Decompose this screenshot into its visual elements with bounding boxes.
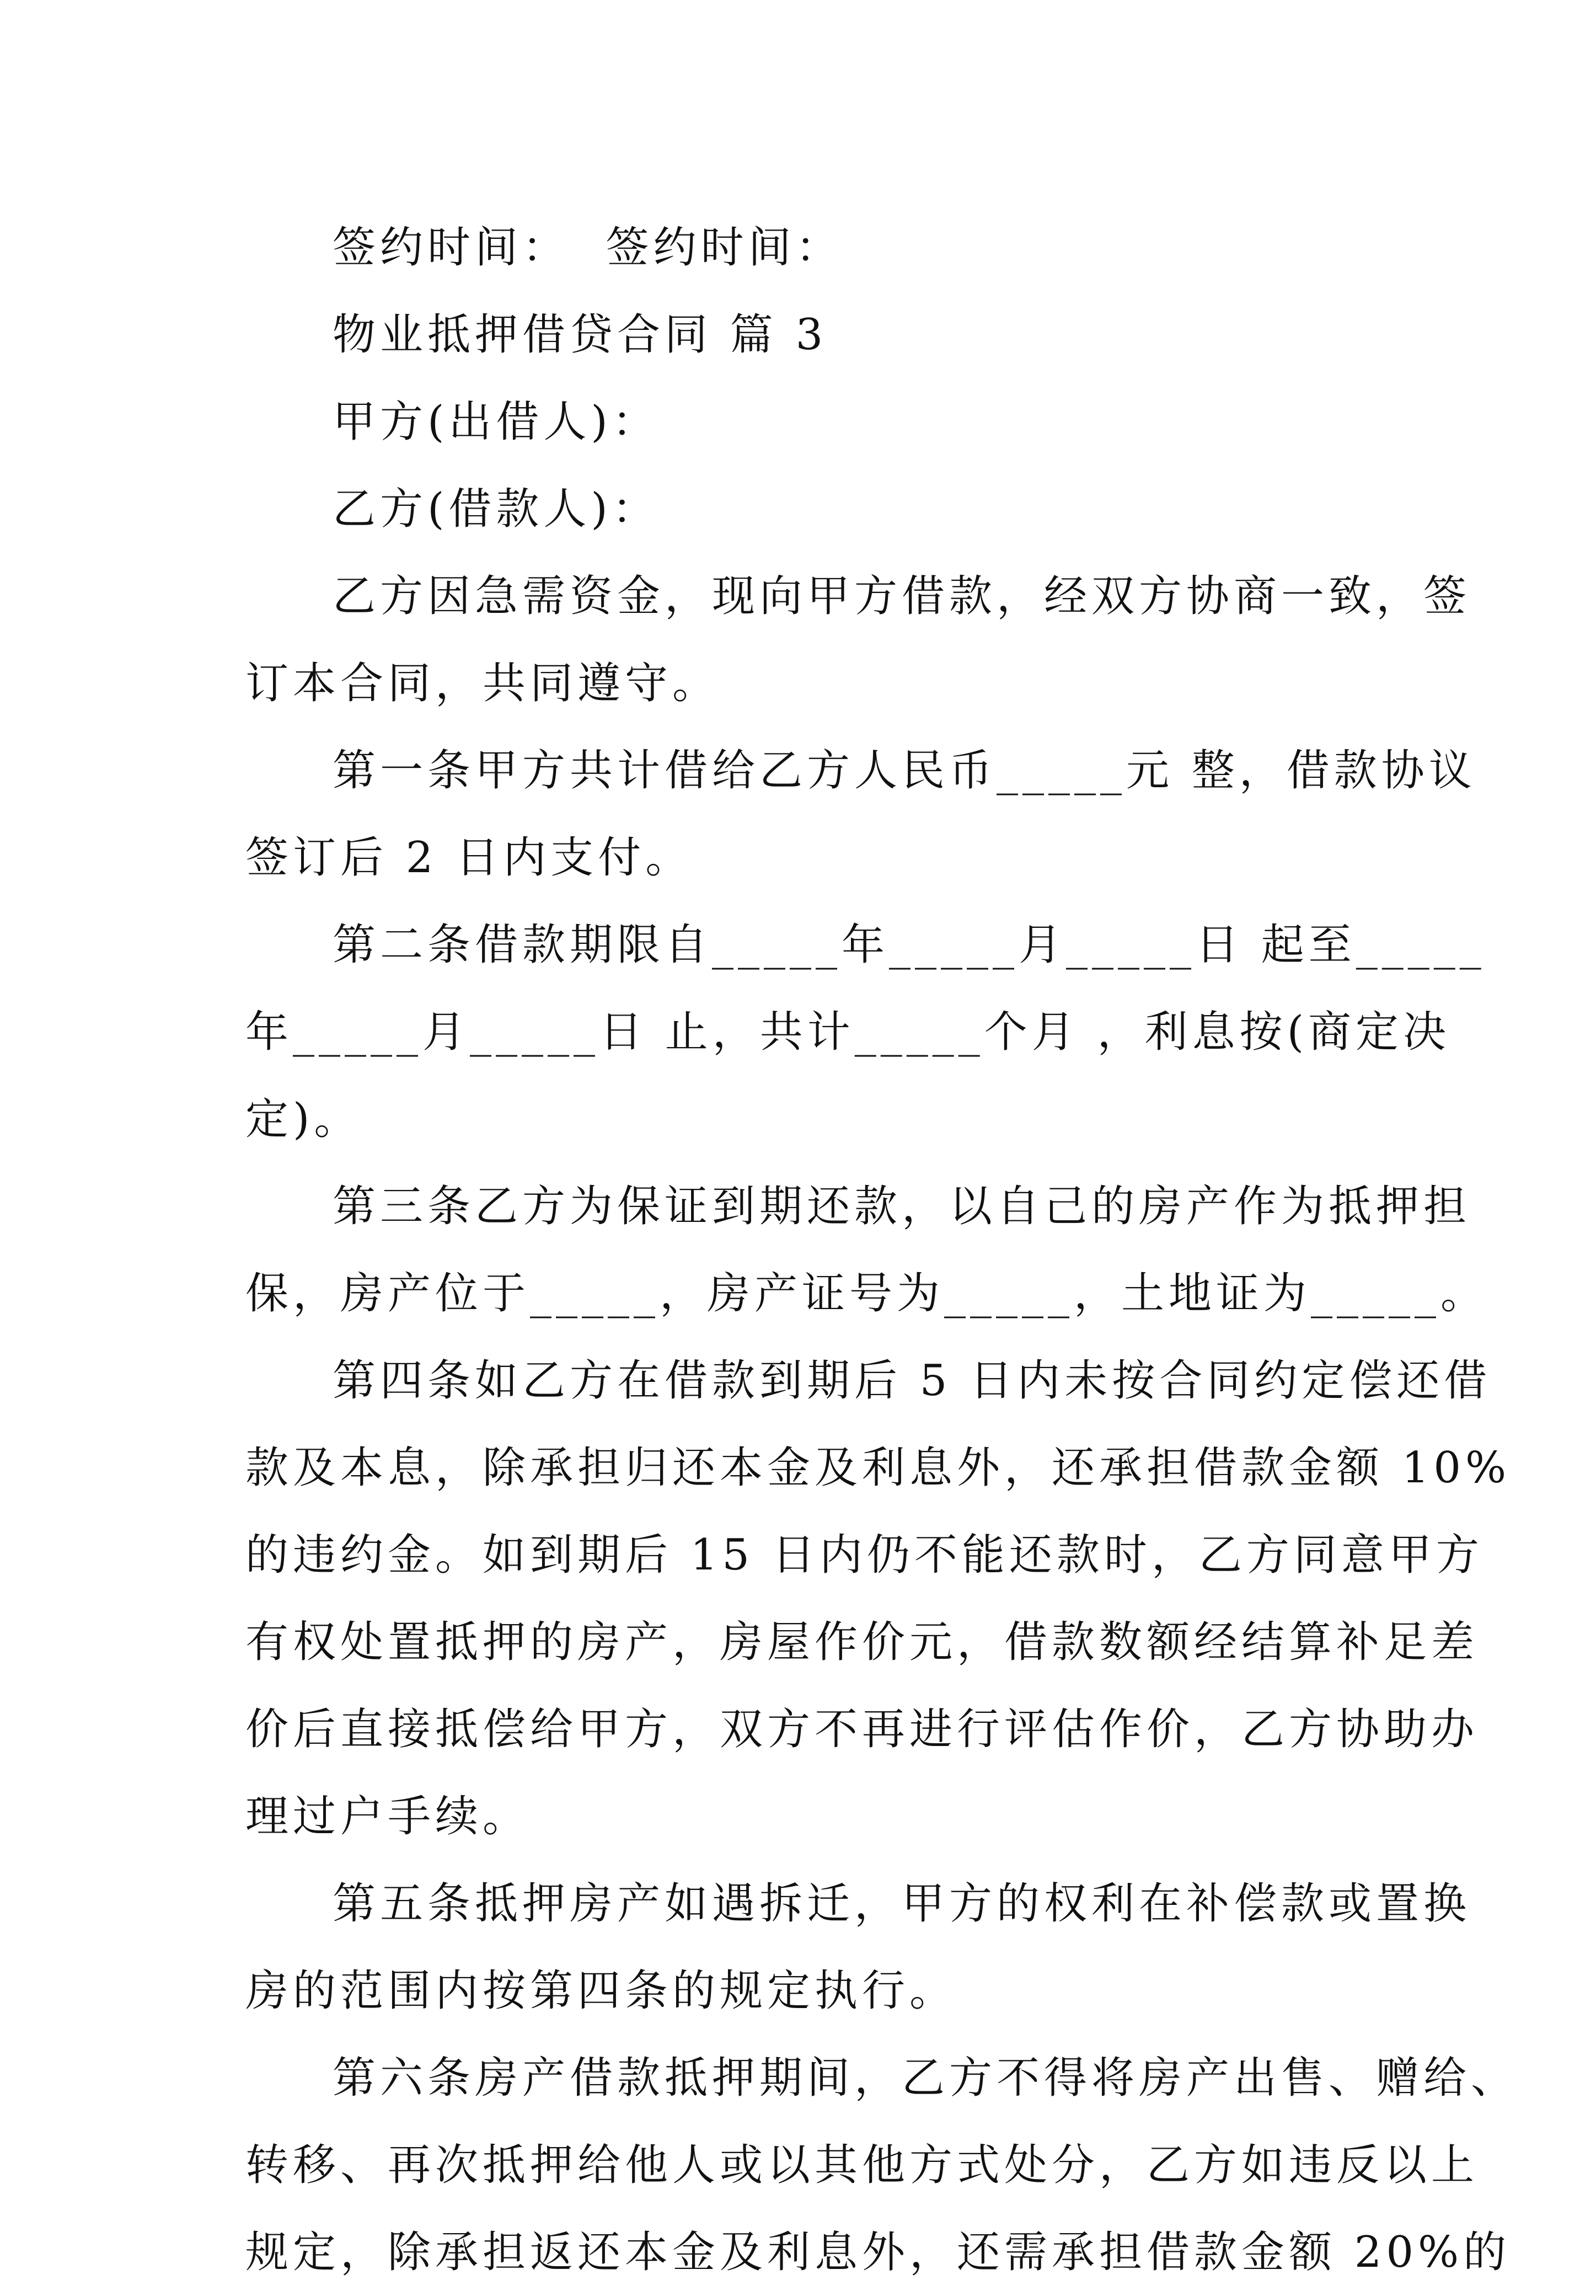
text-line: 价后直接抵偿给甲方，双方不再进行评估作价，乙方协助办 xyxy=(245,1705,1479,1754)
text-line: 第五条抵押房产如遇拆迁，甲方的权利在补偿款或置换 xyxy=(333,1879,1471,1929)
text-line: 理过户手续。 xyxy=(245,1792,531,1841)
party-a-line: 甲方(出借人)： xyxy=(333,397,660,447)
text-line: 转移、再次抵押给他人或以其他方式处分，乙方如违反以上 xyxy=(245,2140,1479,2190)
section-heading: 物业抵押借贷合同 篇 3 xyxy=(333,310,828,360)
text-line: 规定，除承担返还本金及利息外，还需承担借款金额 20%的 xyxy=(245,2228,1511,2277)
text-line: 保，房产位于_____，房产证号为_____，土地证为_____。 xyxy=(245,1269,1488,1318)
text-line: 订本合同，共同遵守。 xyxy=(245,659,720,708)
text-line: 定)。 xyxy=(245,1094,362,1144)
text-line: 第二条借款期限自_____年_____月_____日 起至_____ xyxy=(333,920,1486,970)
text-line: 第六条房产借款抵押期间，乙方不得将房产出售、赠给、 xyxy=(333,2053,1519,2103)
text-line: 乙方因急需资金，现向甲方借款，经双方协商一致，签 xyxy=(333,572,1471,621)
text-line: 第四条如乙方在借款到期后 5 日内未按合同约定偿还借 xyxy=(333,1356,1492,1406)
party-b-line: 乙方(借款人)： xyxy=(333,484,660,534)
text-line: 签约时间： 签约时间： xyxy=(333,223,843,273)
document-page xyxy=(245,204,1519,2296)
text-line: 款及本息，除承担归还本金及利息外，还承担借款金额 10% xyxy=(245,1443,1511,1493)
text-line: 有权处置抵押的房产，房屋作价元，借款数额经结算补足差 xyxy=(245,1617,1479,1667)
text-line: 第三条乙方为保证到期还款，以自己的房产作为抵押担 xyxy=(333,1182,1471,1231)
text-line: 房的范围内按第四条的规定执行。 xyxy=(245,1966,957,2016)
text-line: 签订后 2 日内支付。 xyxy=(245,833,693,883)
text-line: 的违约金。如到期后 15 日内仍不能还款时，乙方同意甲方 xyxy=(245,1530,1483,1580)
text-line: 第一条甲方共计借给乙方人民币_____元 整，借款协议 xyxy=(333,746,1476,795)
text-line: 年_____月_____日 止，共计_____个月 ，利息按(商定决 xyxy=(245,1007,1451,1057)
